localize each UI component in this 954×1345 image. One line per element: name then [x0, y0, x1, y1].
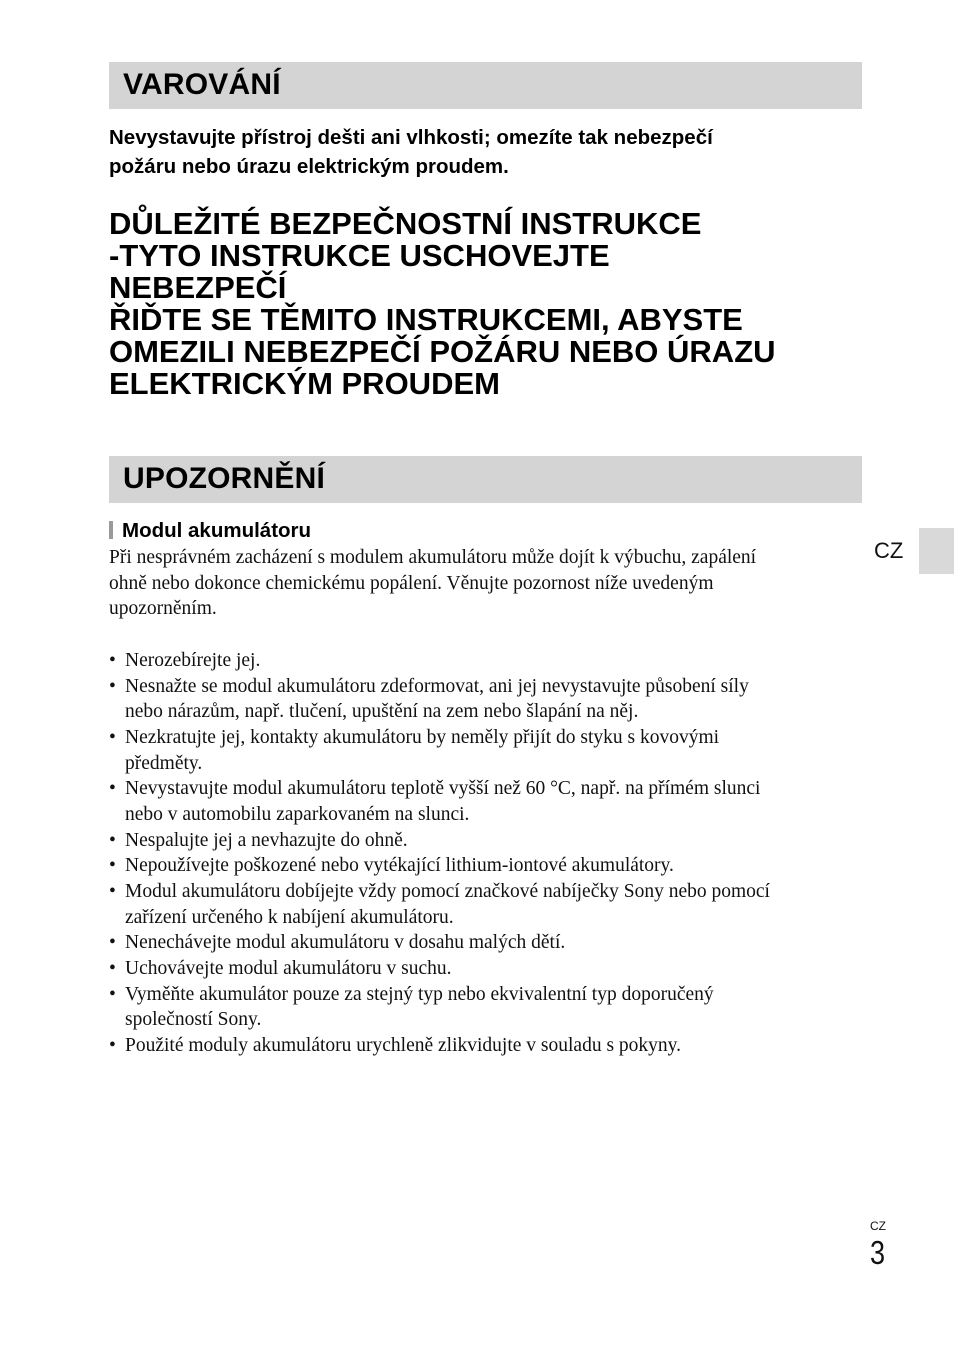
safety-instructions-line: OMEZILI NEBEZPEČÍ POŽÁRU NEBO ÚRAZU [109, 334, 776, 369]
bullet-icon: • [109, 1034, 116, 1056]
list-item-text: Nezkratujte jej, kontakty akumulátoru by neměly přijít do styku s kovovými [125, 726, 720, 748]
list-item [109, 725, 869, 776]
list-item-text: nebo v automobilu zaparkovaném na slunci. [125, 803, 470, 825]
list-item [109, 828, 869, 854]
list-item-text: Nerozebírejte jej. [125, 650, 261, 671]
safety-instructions-heading [109, 208, 869, 400]
bullet-icon: • [109, 726, 116, 748]
list-item-text: Nespalujte jej a nevhazujte do ohně. [125, 829, 408, 851]
intro-line: upozorněním. [109, 598, 217, 620]
list-item-text: předměty. [125, 752, 203, 774]
caution-section-banner [109, 456, 862, 503]
bullet-icon: • [109, 778, 116, 800]
list-item-text: Nevystavujte modul akumulátoru teplotě vyšší než 60 °C, např. na přímém slunci [125, 778, 761, 800]
list-item-text: společností Sony. [125, 1009, 262, 1031]
list-item [109, 1033, 869, 1059]
list-item-text: Nesnažte se modul akumulátoru zdeformovat, ani jej nevystavujte působení síly [125, 675, 749, 697]
list-item-text: Modul akumulátoru dobíjejte vždy pomocí značkové nabíječky Sony nebo pomocí [125, 880, 770, 902]
battery-intro-paragraph [109, 545, 869, 622]
list-item-text: Nepoužívejte poškozené nebo vytékající lithium-iontové akumulátory. [125, 855, 674, 877]
list-item [109, 674, 869, 725]
battery-pack-subheading-text: Modul akumulátoru [122, 519, 312, 542]
intro-line: ohně nebo dokonce chemickému popálení. Věnujte pozornost níže uvedeným [109, 572, 714, 594]
bullet-icon: • [109, 932, 116, 954]
list-item-text: nebo nárazům, např. tlučení, upuštění na zem nebo šlapání na něj. [125, 701, 639, 723]
bullet-icon: • [109, 983, 116, 1005]
list-item [109, 930, 869, 956]
side-language-tab [919, 528, 954, 574]
battery-caution-list [109, 648, 869, 1059]
list-item-text: Vyměňte akumulátor pouze za stejný typ nebo ekvivalentní typ doporučený [125, 983, 714, 1005]
list-item-text: zařízení určeného k nabíjení akumulátoru. [125, 906, 454, 928]
list-item-text: Použité moduly akumulátoru urychleně zlikvidujte v souladu s pokyny. [125, 1034, 682, 1056]
bullet-icon: • [109, 650, 116, 671]
list-item [109, 879, 869, 930]
page-number: 3 [870, 1234, 886, 1271]
intro-line: Při nesprávném zacházení s modulem akumulátoru může dojít k výbuchu, zapálení [109, 547, 757, 568]
warning-text-line: Nevystavujte přístroj dešti ani vlhkosti; omezíte tak nebezpečí [109, 126, 713, 149]
warning-section-title: VAROVÁNÍ [123, 68, 281, 101]
side-language-label: CZ [874, 538, 904, 563]
bullet-icon: • [109, 957, 116, 979]
safety-instructions-line: ELEKTRICKÝM PROUDEM [109, 366, 500, 401]
safety-instructions-line: DŮLEŽITÉ BEZPEČNOSTNÍ INSTRUKCE [109, 206, 702, 241]
bullet-icon: • [109, 675, 116, 697]
list-item [109, 776, 869, 827]
battery-pack-subheading [109, 518, 311, 544]
list-item [109, 956, 869, 982]
safety-instructions-line: ŘIĎTE SE TĚMITO INSTRUKCEMI, ABYSTE [109, 302, 743, 337]
list-item-text: Nenechávejte modul akumulátoru v dosahu malých dětí. [125, 932, 566, 954]
bullet-icon: • [109, 880, 116, 902]
safety-instructions-line: NEBEZPEČÍ [109, 270, 287, 305]
warning-text [109, 123, 869, 181]
warning-text-line: požáru nebo úrazu elektrickým proudem. [109, 155, 509, 178]
caution-section-title: UPOZORNĚNÍ [123, 462, 326, 495]
subheading-marker-icon [109, 521, 113, 539]
list-item [109, 982, 869, 1033]
page-language-code: CZ [870, 1219, 886, 1233]
list-item [109, 648, 869, 674]
safety-instructions-line: -TYTO INSTRUKCE USCHOVEJTE [109, 238, 610, 273]
warning-section-banner [109, 62, 862, 109]
list-item-text: Uchovávejte modul akumulátoru v suchu. [125, 957, 452, 979]
list-item [109, 853, 869, 879]
bullet-icon: • [109, 829, 116, 851]
bullet-icon: • [109, 855, 116, 877]
